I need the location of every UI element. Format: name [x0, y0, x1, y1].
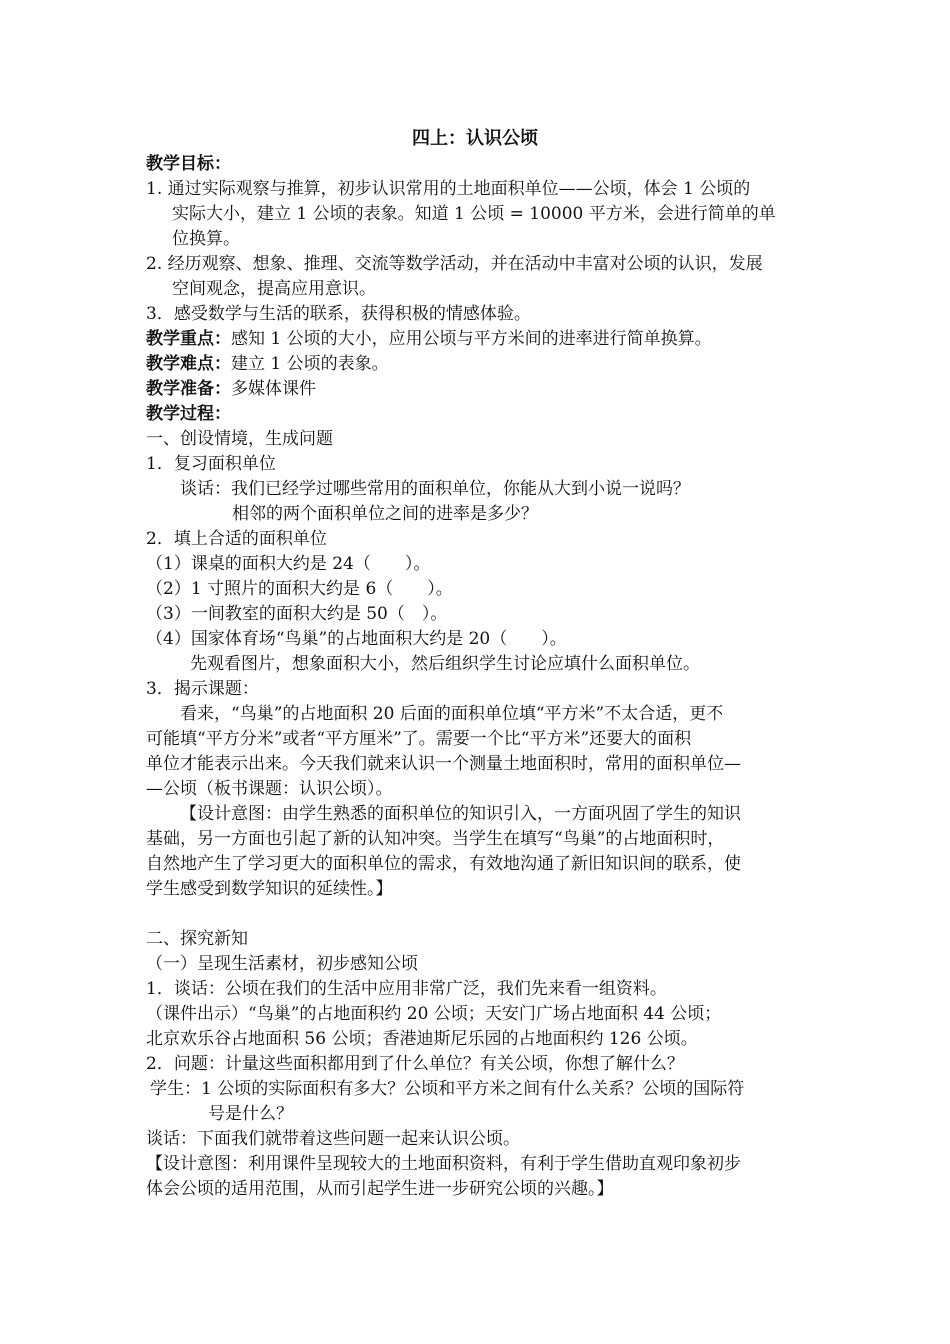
objective-2-line-2: 空间观念，提高应用意识。 — [172, 279, 376, 299]
difficulty-label: 教学难点： — [146, 354, 231, 374]
part1-step2: 2．填上合适的面积单位 — [146, 529, 327, 549]
design-intent-1-line-3: 自然地产生了学习更大的面积单位的需求，有效地沟通了新旧知识间的联系，使 — [146, 854, 741, 874]
reveal-line-3: 单位才能表示出来。今天我们就来认识一个测量土地面积时，常用的面积单位— — [146, 754, 741, 774]
objective-1-line-1: 1. 通过实际观察与推算，初步认识常用的土地面积单位——公顷，体会 1 公顷的 — [146, 179, 751, 199]
reveal-line-4: —公顷（板书课题：认识公顷）。 — [146, 779, 393, 799]
fill-question-4: （4）国家体育场“鸟巢”的占地面积大约是 20（ ）。 — [146, 629, 567, 649]
fill-question-2: （2）1 寸照片的面积大约是 6（ ）。 — [146, 579, 453, 599]
design-intent-1-line-4: 学生感受到数学知识的延续性。】 — [146, 879, 393, 899]
part1-note: 先观看图片，想象面积大小，然后组织学生讨论应填什么面积单位。 — [190, 654, 700, 674]
document-title: 四上：认识公顷 — [412, 128, 538, 149]
student-line-1: 学生：1 公顷的实际面积有多大？公顷和平方米之间有什么关系？公顷的国际符 — [150, 1079, 745, 1099]
process-heading: 教学过程： — [146, 404, 231, 424]
difficulty-text: 建立 1 公顷的表象。 — [231, 354, 389, 374]
fill-question-3: （3）一间教室的面积大约是 50（ ）。 — [146, 604, 448, 624]
objective-1-line-3: 位换算。 — [172, 229, 240, 249]
data-line-2: 北京欢乐谷占地面积 56 公顷；香港迪斯尼乐园的占地面积约 126 公顷。 — [146, 1029, 698, 1049]
difficulty — [146, 352, 389, 376]
objective-2-line-1: 2. 经历观察、想象、推理、交流等数学活动，并在活动中丰富对公顷的认识，发展 — [146, 254, 763, 274]
design-intent-1-line-2: 基础，另一方面也引起了新的认知冲突。当学生在填写“鸟巢”的占地面积时， — [146, 829, 725, 849]
design-intent-2-line-2: 体会公顷的适用范围，从而引起学生进一步研究公顷的兴趣。】 — [146, 1179, 614, 1199]
preparation-text: 多媒体课件 — [231, 379, 316, 399]
preparation-label: 教学准备： — [146, 379, 231, 399]
part1-step1: 1．复习面积单位 — [146, 454, 276, 474]
objectives-heading: 教学目标： — [146, 154, 231, 174]
objective-3: 3．感受数学与生活的联系，获得积极的情感体验。 — [146, 304, 531, 324]
student-line-2: 号是什么？ — [208, 1104, 293, 1124]
key-point — [146, 327, 712, 351]
part2-question: 2．问题：计量这些面积都用到了什么单位？有关公顷，你想了解什么？ — [146, 1054, 684, 1074]
part2-sub1: （一）呈现生活素材，初步感知公顷 — [146, 954, 418, 974]
design-intent-1-line-1: 【设计意图：由学生熟悉的面积单位的知识引入，一方面巩固了学生的知识 — [180, 804, 741, 824]
part2-talk2: 谈话：下面我们就带着这些问题一起来认识公顷。 — [146, 1129, 520, 1149]
design-intent-2-line-1: 【设计意图：利用课件呈现较大的土地面积资料，有利于学生借助直观印象初步 — [146, 1154, 741, 1174]
preparation — [146, 377, 316, 401]
part1-heading: 一、创设情境，生成问题 — [146, 429, 333, 449]
reveal-line-2: 可能填“平方分米”或者“平方厘米”了。需要一个比“平方米”还要大的面积 — [146, 729, 692, 749]
key-point-label: 教学重点： — [146, 329, 231, 349]
data-line-1: （课件出示）“鸟巢”的占地面积约 20 公顷；天安门广场占地面积 44 公顷； — [146, 1004, 722, 1024]
part1-talk1: 谈话：我们已经学过哪些常用的面积单位，你能从大到小说一说吗？ — [180, 479, 690, 499]
fill-question-1: （1）课桌的面积大约是 24（ ）。 — [146, 554, 431, 574]
reveal-line-1: 看来，“鸟巢”的占地面积 20 后面的面积单位填“平方米”不太合适，更不 — [180, 704, 724, 724]
part1-step3: 3．揭示课题： — [146, 679, 259, 699]
part2-heading: 二、探究新知 — [146, 929, 248, 949]
part2-talk: 1．谈话：公顷在我们的生活中应用非常广泛，我们先来看一组资料。 — [146, 979, 667, 999]
part1-talk2: 相邻的两个面积单位之间的进率是多少？ — [232, 504, 538, 524]
key-point-text: 感知 1 公顷的大小，应用公顷与平方米间的进率进行简单换算。 — [231, 329, 712, 349]
objective-1-line-2: 实际大小，建立 1 公顷的表象。知道 1 公顷 = 10000 平方米，会进行简单的单 — [172, 204, 776, 224]
